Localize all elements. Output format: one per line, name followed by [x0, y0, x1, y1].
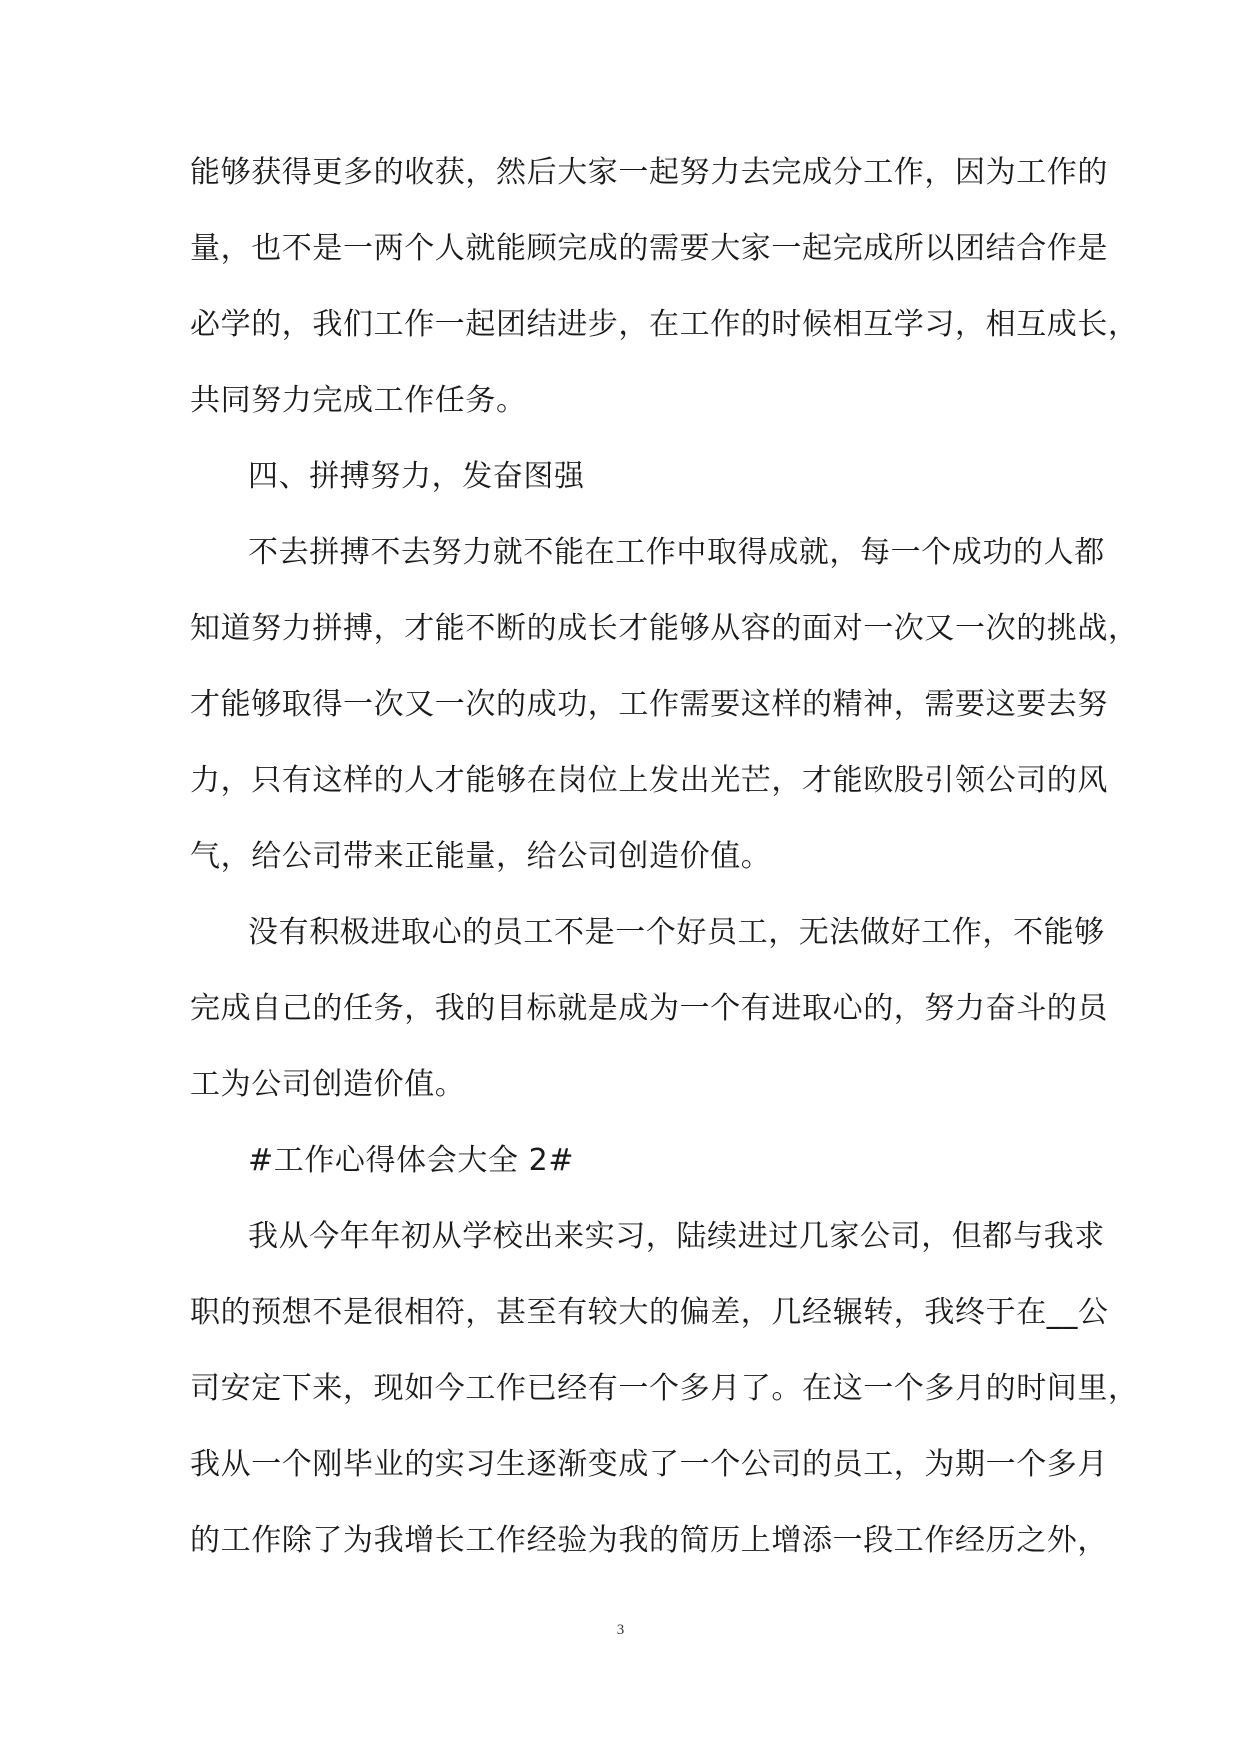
text-line: 我从今年年初从学校出来实习，陆续进过几家公司，但都与我求: [248, 1219, 1105, 1254]
text-line: 我从一个刚毕业的实习生逐渐变成了一个公司的员工，为期一个多月: [190, 1447, 1108, 1482]
section-heading: 四、拼搏努力，发奋图强: [248, 459, 585, 494]
body-text: [190, 143, 1139, 1587]
text-line: 工为公司创造价值。: [190, 1067, 466, 1102]
text-line: 气，给公司带来正能量，给公司创造价值。: [190, 839, 772, 874]
text-line: 力，只有这样的人才能够在岗位上发出光芒，才能欧股引领公司的风: [190, 763, 1108, 798]
text-line: 量，也不是一两个人就能顾完成的需要大家一起完成所以团结合作是: [190, 231, 1108, 266]
text-line: 能够获得更多的收获，然后大家一起努力去完成分工作，因为工作的: [190, 155, 1108, 190]
text-line: 没有积极进取心的员工不是一个好员工，无法做好工作，不能够: [248, 915, 1105, 950]
text-line: 必学的，我们工作一起团结进步，在工作的时候相互学习，相互成长，: [190, 307, 1139, 342]
text-line: 才能够取得一次又一次的成功，工作需要这样的精神，需要这要去努: [190, 687, 1108, 722]
page-number: 3: [616, 1622, 625, 1638]
text-line: 司安定下来，现如今工作已经有一个多月了。在这一个多月的时间里，: [190, 1371, 1139, 1406]
text-line: 完成自己的任务，我的目标就是成为一个有进取心的，努力奋斗的员: [190, 991, 1108, 1026]
text-line: 知道努力拼搏，才能不断的成长才能够从容的面对一次又一次的挑战，: [190, 611, 1139, 646]
section-heading: #工作心得体会大全 2#: [248, 1143, 575, 1178]
text-line: 职的预想不是很相符，甚至有较大的偏差，几经辗转，我终于在__公: [190, 1295, 1109, 1330]
text-line: 共同努力完成工作任务。: [190, 383, 527, 418]
text-line: 不去拼搏不去努力就不能在工作中取得成就，每一个成功的人都: [248, 535, 1105, 570]
text-line: 的工作除了为我增长工作经验为我的简历上增添一段工作经历之外，: [190, 1523, 1108, 1558]
